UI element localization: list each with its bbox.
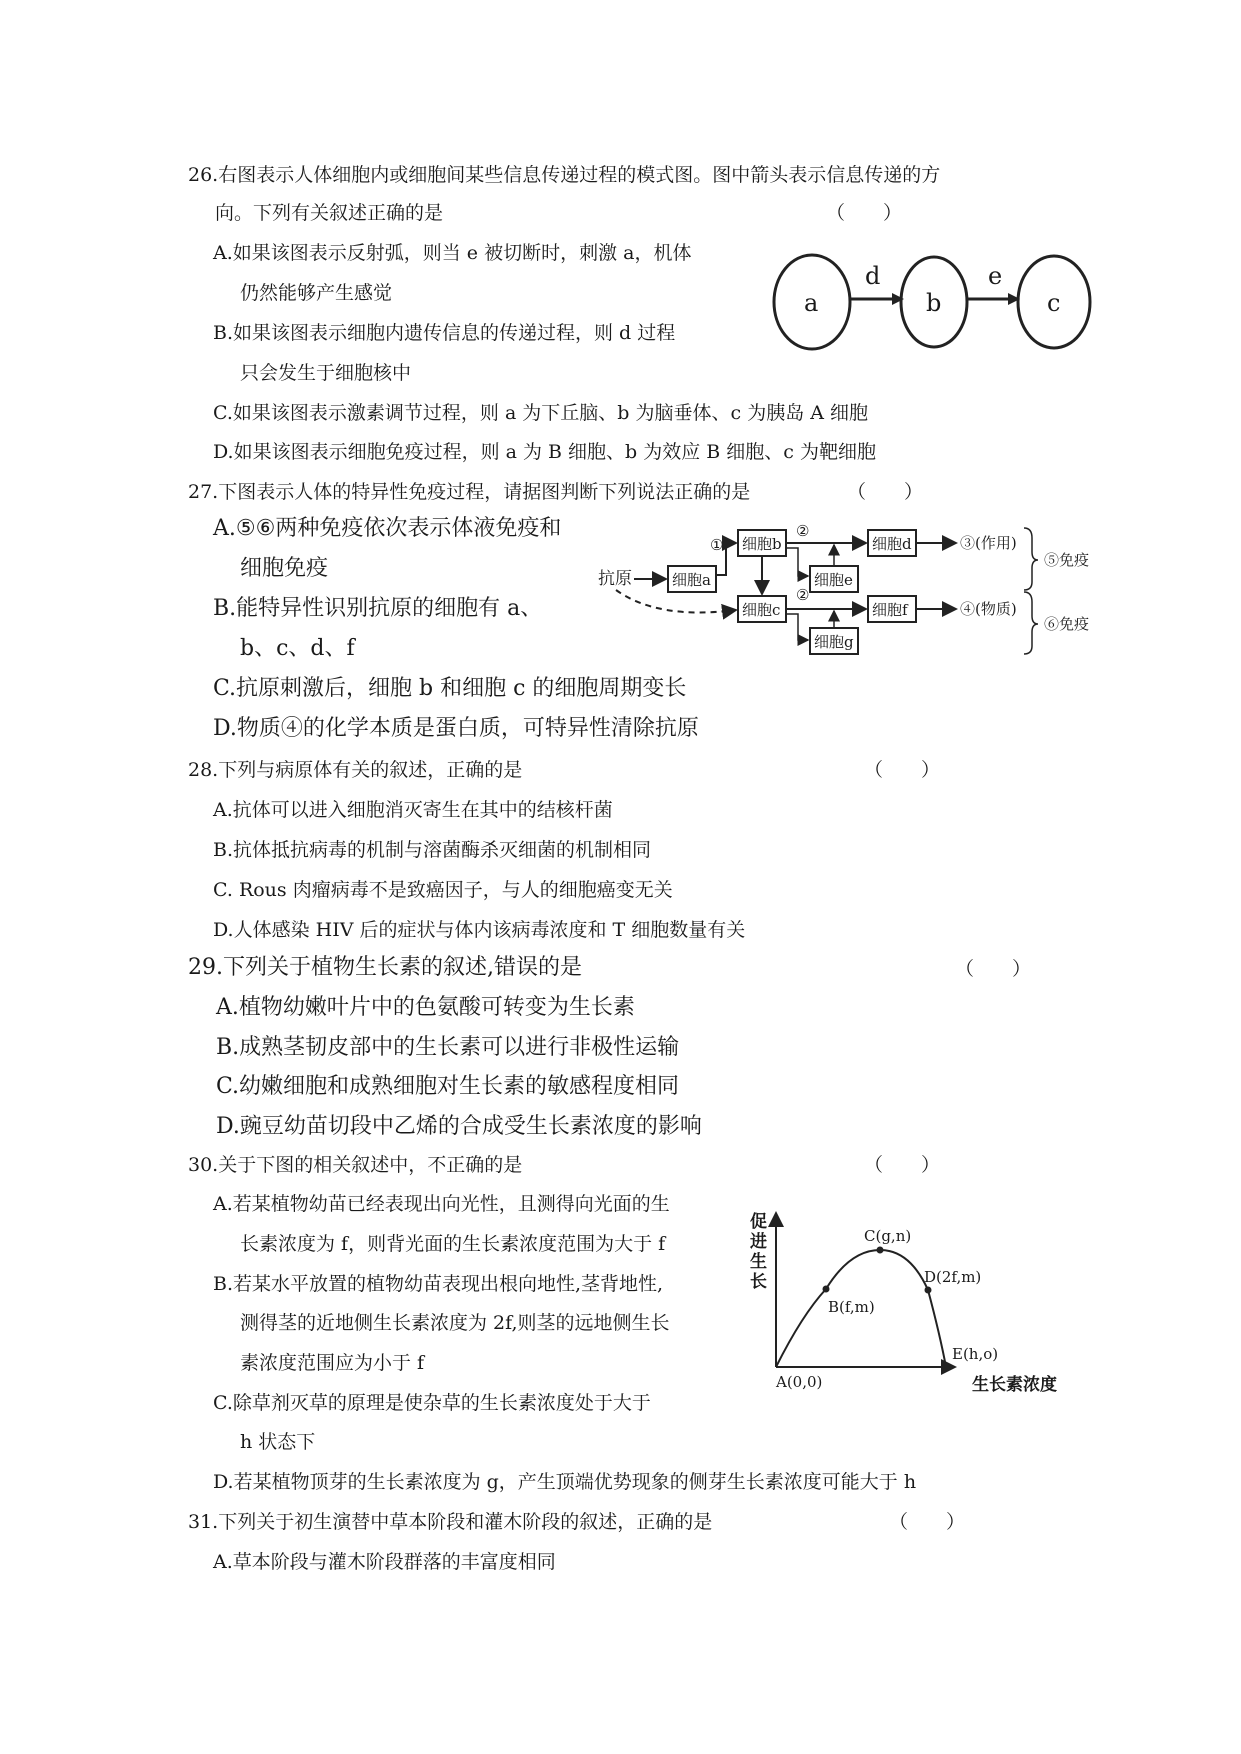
out-4-label: ④(物质) <box>960 600 1017 618</box>
q27-option-a-line2: 细胞免疫 <box>240 556 329 581</box>
q29-option-d: D.豌豆幼苗切段中乙烯的合成受生长素浓度的影响 <box>216 1114 702 1139</box>
q27-option-b-line1: B.能特异性识别抗原的细胞有 a、 <box>213 596 543 621</box>
y-label-char-1: 促 <box>750 1212 767 1232</box>
q30-stem: 30.关于下图的相关叙述中，不正确的是 <box>188 1154 523 1176</box>
q28-option-a: A.抗体可以进入细胞消灭寄生在其中的结核杆菌 <box>213 799 613 821</box>
brace-6 <box>1024 592 1038 654</box>
cell-a-label: 细胞a <box>672 571 711 589</box>
q30-option-d: D.若某植物顶芽的生长素浓度为 g，产生顶端优势现象的侧芽生长素浓度可能大于 h <box>213 1471 917 1493</box>
out-3-label: ③(作用) <box>960 534 1017 552</box>
point-a-label: A(0,0) <box>776 1373 823 1391</box>
q29-option-b: B.成熟茎韧皮部中的生长素可以进行非极性运输 <box>216 1035 680 1060</box>
q29-option-c: C.幼嫩细胞和成熟细胞对生长素的敏感程度相同 <box>216 1074 680 1099</box>
q28-option-d: D.人体感染 HIV 后的症状与体内该病毒浓度和 T 细胞数量有关 <box>213 919 746 941</box>
y-label-char-3: 生 <box>750 1252 767 1272</box>
edge-e-label: e <box>988 262 1003 290</box>
q30-option-a-line1: A.若某植物幼苗已经表现出向光性，且测得向光面的生 <box>213 1193 670 1215</box>
node-c-label: c <box>1047 289 1061 317</box>
q26-option-c: C.如果该图表示激素调节过程，则 a 为下丘脑、b 为脑垂体、c 为胰岛 A 细胞 <box>213 402 868 424</box>
q27-option-c: C.抗原刺激后，细胞 b 和细胞 c 的细胞周期变长 <box>213 676 687 701</box>
q30-option-a-line2: 长素浓度为 f，则背光面的生长素浓度范围为大于 f <box>240 1233 666 1255</box>
cell-d-label: 细胞d <box>872 535 912 553</box>
point-d <box>925 1287 932 1294</box>
y-label-char-4: 长 <box>750 1272 767 1292</box>
point-e-label: E(h,o) <box>952 1345 999 1363</box>
q27-option-d: D.物质④的化学本质是蛋白质，可特异性清除抗原 <box>213 716 699 741</box>
q30-option-b-line1: B.若某水平放置的植物幼苗表现出根向地性,茎背地性, <box>213 1273 664 1295</box>
q26-option-b-line1: B.如果该图表示细胞内遗传信息的传递过程，则 d 过程 <box>213 322 676 344</box>
q26-option-d: D.如果该图表示细胞免疫过程，则 a 为 B 细胞、b 为效应 B 细胞、c 为靶细胞 <box>213 441 876 463</box>
q26-answer-paren: （ ） <box>826 202 903 224</box>
q26-option-a-line1: A.如果该图表示反射弧，则当 e 被切断时，刺激 a，机体 <box>213 242 692 264</box>
point-d-label: D(2f,m) <box>924 1268 982 1286</box>
q28-answer-paren: （ ） <box>864 759 941 781</box>
cell-g-label: 细胞g <box>814 633 854 651</box>
q30-option-b-line3: 素浓度范围应为小于 f <box>240 1352 425 1374</box>
q27-option-b-line2: b、c、d、f <box>240 636 355 661</box>
q29-stem: 29.下列关于植物生长素的叙述,错误的是 <box>188 955 582 980</box>
q27-answer-paren: （ ） <box>847 481 924 503</box>
immunity-6-label: ⑥免疫 <box>1044 615 1090 633</box>
q28-stem: 28.下列与病原体有关的叙述，正确的是 <box>188 759 523 781</box>
q29-answer-paren: （ ） <box>955 958 1032 980</box>
q26-stem-line2: 向。下列有关叙述正确的是 <box>215 202 444 224</box>
immunity-5-label: ⑤免疫 <box>1044 551 1090 569</box>
q31-answer-paren: （ ） <box>889 1511 966 1533</box>
q26-signal-diagram <box>770 245 1100 360</box>
cell-e-label: 细胞e <box>814 571 853 589</box>
q31-option-a: A.草本阶段与灌木阶段群落的丰富度相同 <box>213 1551 556 1573</box>
q27-option-a-line1: A.⑤⑥两种免疫依次表示体液免疫和 <box>213 516 562 541</box>
q27-stem: 27.下图表示人体的特异性免疫过程，请据图判断下列说法正确的是 <box>188 481 751 503</box>
y-label-char-2: 进 <box>750 1232 767 1252</box>
cell-b-label: 细胞b <box>742 535 782 553</box>
cell-f-label: 细胞f <box>872 601 908 619</box>
q30-option-c-line2: h 状态下 <box>240 1431 316 1453</box>
q30-answer-paren: （ ） <box>864 1154 941 1176</box>
point-b <box>823 1286 830 1293</box>
point-c-label: C(g,n) <box>864 1227 912 1245</box>
node-b-label: b <box>926 289 942 317</box>
cell-c-label: 细胞c <box>742 601 781 619</box>
edge-d-label: d <box>865 262 881 290</box>
q26-option-b-line2: 只会发生于细胞核中 <box>240 362 412 384</box>
b-to-e-arrow <box>786 548 808 576</box>
q30-option-b-line2: 测得茎的近地侧生长素浓度为 2f,则茎的远地侧生长 <box>240 1312 670 1334</box>
c-to-g-arrow <box>786 614 808 640</box>
node-a-label: a <box>804 289 819 317</box>
q27-immunity-diagram <box>598 520 1098 665</box>
point-e <box>943 1364 950 1371</box>
antigen-dashed-arrow <box>616 590 736 613</box>
mark-1: ① <box>710 536 724 554</box>
q30-option-c-line1: C.除草剂灭草的原理是使杂草的生长素浓度处于大于 <box>213 1392 651 1414</box>
x-axis-label: 生长素浓度 <box>972 1375 1057 1395</box>
brace-5 <box>1024 528 1038 590</box>
q28-option-b: B.抗体抵抗病毒的机制与溶菌酶杀灭细菌的机制相同 <box>213 839 652 861</box>
q26-option-a-line2: 仍然能够产生感觉 <box>240 282 393 304</box>
antigen-label: 抗原 <box>598 569 632 589</box>
q29-option-a: A.植物幼嫩叶片中的色氨酸可转变为生长素 <box>216 995 635 1020</box>
mark-2-top: ② <box>796 522 810 540</box>
q31-stem: 31.下列关于初生演替中草本阶段和灌木阶段的叙述，正确的是 <box>188 1511 713 1533</box>
q28-option-c: C. Rous 肉瘤病毒不是致癌因子，与人的细胞癌变无关 <box>213 879 673 901</box>
point-c <box>877 1247 884 1254</box>
point-b-label: B(f,m) <box>828 1298 875 1316</box>
mark-2-bottom: ② <box>796 586 810 604</box>
q26-stem-line1: 26.右图表示人体细胞内或细胞间某些信息传递过程的模式图。图中箭头表示信息传递的方 <box>188 164 941 186</box>
q30-auxin-graph <box>750 1205 1070 1400</box>
